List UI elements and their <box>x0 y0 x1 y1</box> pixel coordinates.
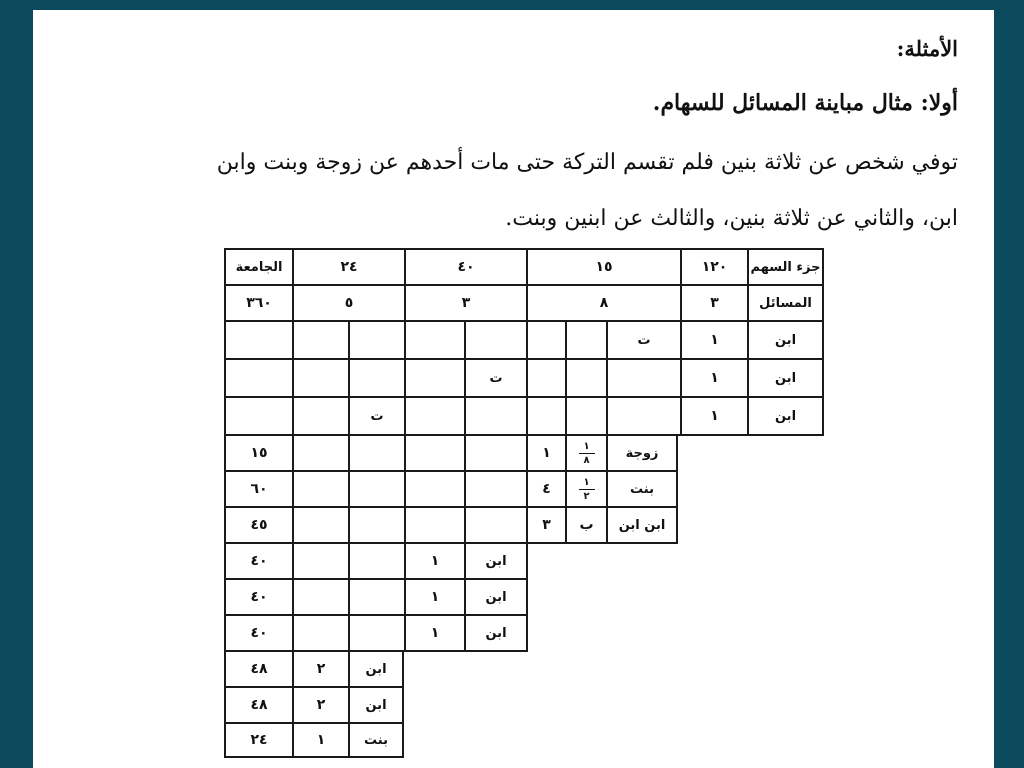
empty-cell <box>224 396 294 436</box>
empty-cell <box>348 320 406 360</box>
value-cell: ١ <box>680 358 749 398</box>
empty-cell <box>464 506 528 544</box>
empty-cell <box>464 396 528 436</box>
empty-cell <box>292 542 350 580</box>
empty-cell <box>348 506 406 544</box>
empty-cell <box>292 320 350 360</box>
jamia-cell: ٦٠ <box>224 470 294 508</box>
fraction-cell <box>565 470 608 508</box>
value-cell: ٤ <box>526 470 567 508</box>
deceased-mark-cell: ت <box>348 396 406 436</box>
empty-cell <box>404 358 466 398</box>
jamia-cell: ٤٠ <box>224 614 294 652</box>
masala-cell: ٣ <box>680 284 749 322</box>
empty-cell <box>565 396 608 436</box>
empty-cell <box>526 320 567 360</box>
jamia-cell: ٤٠ <box>224 542 294 580</box>
empty-cell <box>348 578 406 616</box>
masala-cell: ٥ <box>292 284 406 322</box>
heir-cell: بنت <box>348 722 404 758</box>
fraction-numerator: ١ <box>583 476 590 488</box>
fraction-cell <box>565 434 608 472</box>
value-cell: ٢ <box>292 686 350 724</box>
fraction-numerator: ١ <box>583 440 590 452</box>
value-cell: ٣ <box>526 506 567 544</box>
empty-cell <box>464 320 528 360</box>
heading: الأمثلة: <box>896 36 958 61</box>
empty-cell <box>224 320 294 360</box>
empty-cell <box>292 470 350 508</box>
empty-cell <box>348 614 406 652</box>
value-cell: ٢ <box>292 650 350 688</box>
value-cell: ١ <box>680 320 749 360</box>
empty-cell <box>348 434 406 472</box>
empty-cell <box>404 506 466 544</box>
heir-cell: ابن <box>464 578 528 616</box>
empty-cell <box>404 434 466 472</box>
jamia-total-cell: ٣٦٠ <box>224 284 294 322</box>
subheading: أولا: مثال مباينة المسائل للسهام. <box>652 90 958 116</box>
heir-cell: ابن <box>747 396 824 436</box>
empty-cell <box>565 320 608 360</box>
share-cell: ١٢٠ <box>680 248 749 286</box>
empty-cell <box>348 358 406 398</box>
share-cell: ٢٤ <box>292 248 406 286</box>
value-cell: ١ <box>292 722 350 758</box>
jamia-cell: ١٥ <box>224 434 294 472</box>
residue-cell: ب <box>565 506 608 544</box>
jamia-cell: ٤٨ <box>224 650 294 688</box>
empty-cell <box>292 358 350 398</box>
empty-cell <box>292 614 350 652</box>
deceased-mark-cell: ت <box>464 358 528 398</box>
empty-cell <box>292 506 350 544</box>
fraction-denominator: ٢ <box>583 490 590 502</box>
empty-cell <box>606 396 682 436</box>
header-share-label: جزء السهم <box>747 248 824 286</box>
empty-cell <box>348 470 406 508</box>
empty-cell <box>404 470 466 508</box>
empty-cell <box>526 358 567 398</box>
heir-cell: ابن <box>464 614 528 652</box>
jamia-cell: ٢٤ <box>224 722 294 758</box>
heir-cell: ابن <box>348 686 404 724</box>
heir-cell: ابن <box>747 320 824 360</box>
deceased-mark-cell: ت <box>606 320 682 360</box>
jamia-cell: ٤٥ <box>224 506 294 544</box>
empty-cell <box>565 358 608 398</box>
heir-cell: ابن <box>747 358 824 398</box>
heir-cell: بنت <box>606 470 678 508</box>
heir-cell: زوجة <box>606 434 678 472</box>
fraction-denominator: ٨ <box>583 454 590 466</box>
paragraph-line-1: توفي شخص عن ثلاثة بنين فلم تقسم التركة حتى مات أحدهم عن زوجة وبنت وابن <box>216 150 958 175</box>
jamia-cell: ٤٨ <box>224 686 294 724</box>
value-cell: ١ <box>404 614 466 652</box>
empty-cell <box>464 434 528 472</box>
value-cell: ١ <box>404 542 466 580</box>
jamia-cell: ٤٠ <box>224 578 294 616</box>
heir-cell: ابن ابن <box>606 506 678 544</box>
empty-cell <box>464 470 528 508</box>
share-cell: ٤٠ <box>404 248 528 286</box>
empty-cell <box>292 578 350 616</box>
masala-cell: ٣ <box>404 284 528 322</box>
heir-cell: ابن <box>348 650 404 688</box>
empty-cell <box>606 358 682 398</box>
empty-cell <box>292 396 350 436</box>
value-cell: ١ <box>526 434 567 472</box>
empty-cell <box>404 396 466 436</box>
empty-cell <box>526 396 567 436</box>
paragraph-line-2: ابن، والثاني عن ثلاثة بنين، والثالث عن ابنين وبنت. <box>505 206 958 231</box>
empty-cell <box>404 320 466 360</box>
empty-cell <box>348 542 406 580</box>
value-cell: ١ <box>404 578 466 616</box>
header-masail-label: المسائل <box>747 284 824 322</box>
empty-cell <box>224 358 294 398</box>
share-cell: ١٥ <box>526 248 682 286</box>
heir-cell: ابن <box>464 542 528 580</box>
header-jamia-label: الجامعة <box>224 248 294 286</box>
empty-cell <box>292 434 350 472</box>
value-cell: ١ <box>680 396 749 436</box>
masala-cell: ٨ <box>526 284 682 322</box>
